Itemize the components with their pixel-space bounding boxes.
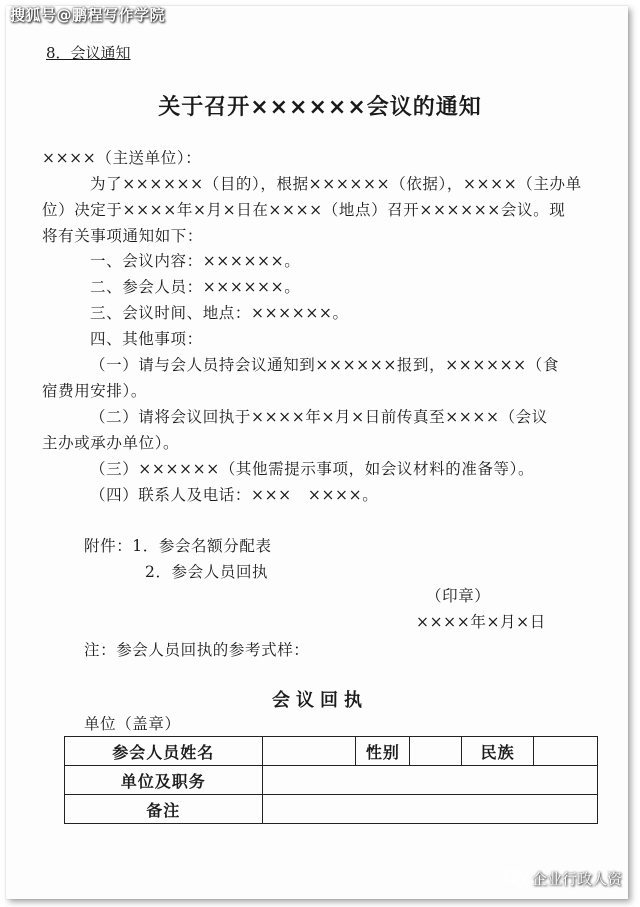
gender-label-cell: 性别 xyxy=(356,737,410,766)
table-row xyxy=(65,795,598,824)
receipt-title: 会议回执 xyxy=(272,690,368,711)
body-line: 为了××××××（目的），根据××××××（依据），××××（主办单 xyxy=(90,175,582,193)
gender-value-cell xyxy=(410,737,462,766)
body-line: 四、其他事项： xyxy=(90,330,203,348)
attachments-label: 附件：1．参会名额分配表 xyxy=(84,537,272,555)
body-line: 一、会议内容：××××××。 xyxy=(90,252,301,270)
receipt-unit-label: 单位（盖章） xyxy=(84,715,181,733)
document-page xyxy=(6,6,628,899)
remarks-label-cell: 备注 xyxy=(65,795,263,824)
body-line: （二）请将会议回执于××××年×月×日前传真至××××（会议 xyxy=(90,408,548,426)
body-line: 三、会议时间、地点：××××××。 xyxy=(90,304,349,322)
body-line: （一）请与会人员持会议通知到××××××报到，××××××（食 xyxy=(90,356,559,374)
watermark-bottom xyxy=(504,868,622,891)
watermark-top: 搜狐号@鹏程写作学院 xyxy=(10,6,166,24)
section-heading: 8．会议通知 xyxy=(46,44,131,62)
ethnicity-value-cell xyxy=(534,737,598,766)
body-line: 二、参会人员：××××××。 xyxy=(90,278,301,296)
body-line: 将有关事项通知如下： xyxy=(42,227,204,245)
name-label-cell: 参会人员姓名 xyxy=(65,737,263,766)
attachment-item: 2．参会人员回执 xyxy=(145,563,269,581)
remarks-value-cell xyxy=(262,795,597,824)
watermark-bottom-text: 企业行政人资 xyxy=(531,870,622,888)
date-line: ××××年×月×日 xyxy=(416,613,546,631)
note-line: 注：参会人员回执的参考式样： xyxy=(84,641,310,659)
body-line: 宿费用安排）。 xyxy=(42,382,147,400)
receipt-table xyxy=(64,736,598,824)
wechat-icon xyxy=(504,869,526,891)
seal-placeholder: （印章） xyxy=(426,587,491,605)
table-row xyxy=(65,737,598,766)
body-line: （四）联系人及电话：××× ××××。 xyxy=(90,486,379,504)
notice-title: 关于召开××××××会议的通知 xyxy=(158,95,482,120)
body-line: ××××（主送单位）： xyxy=(42,149,202,167)
body-line: （三）××××××（其他需提示事项，如会议材料的准备等）。 xyxy=(90,460,535,478)
position-label-cell: 单位及职务 xyxy=(65,766,263,795)
table-row xyxy=(65,766,598,795)
ethnicity-label-cell: 民族 xyxy=(462,737,534,766)
body-line: 主办或承办单位）。 xyxy=(42,434,180,452)
position-value-cell xyxy=(262,766,597,795)
name-value-cell xyxy=(262,737,356,766)
body-line: 位）决定于××××年×月×日在××××（地点）召开××××××会议。现 xyxy=(42,201,566,219)
